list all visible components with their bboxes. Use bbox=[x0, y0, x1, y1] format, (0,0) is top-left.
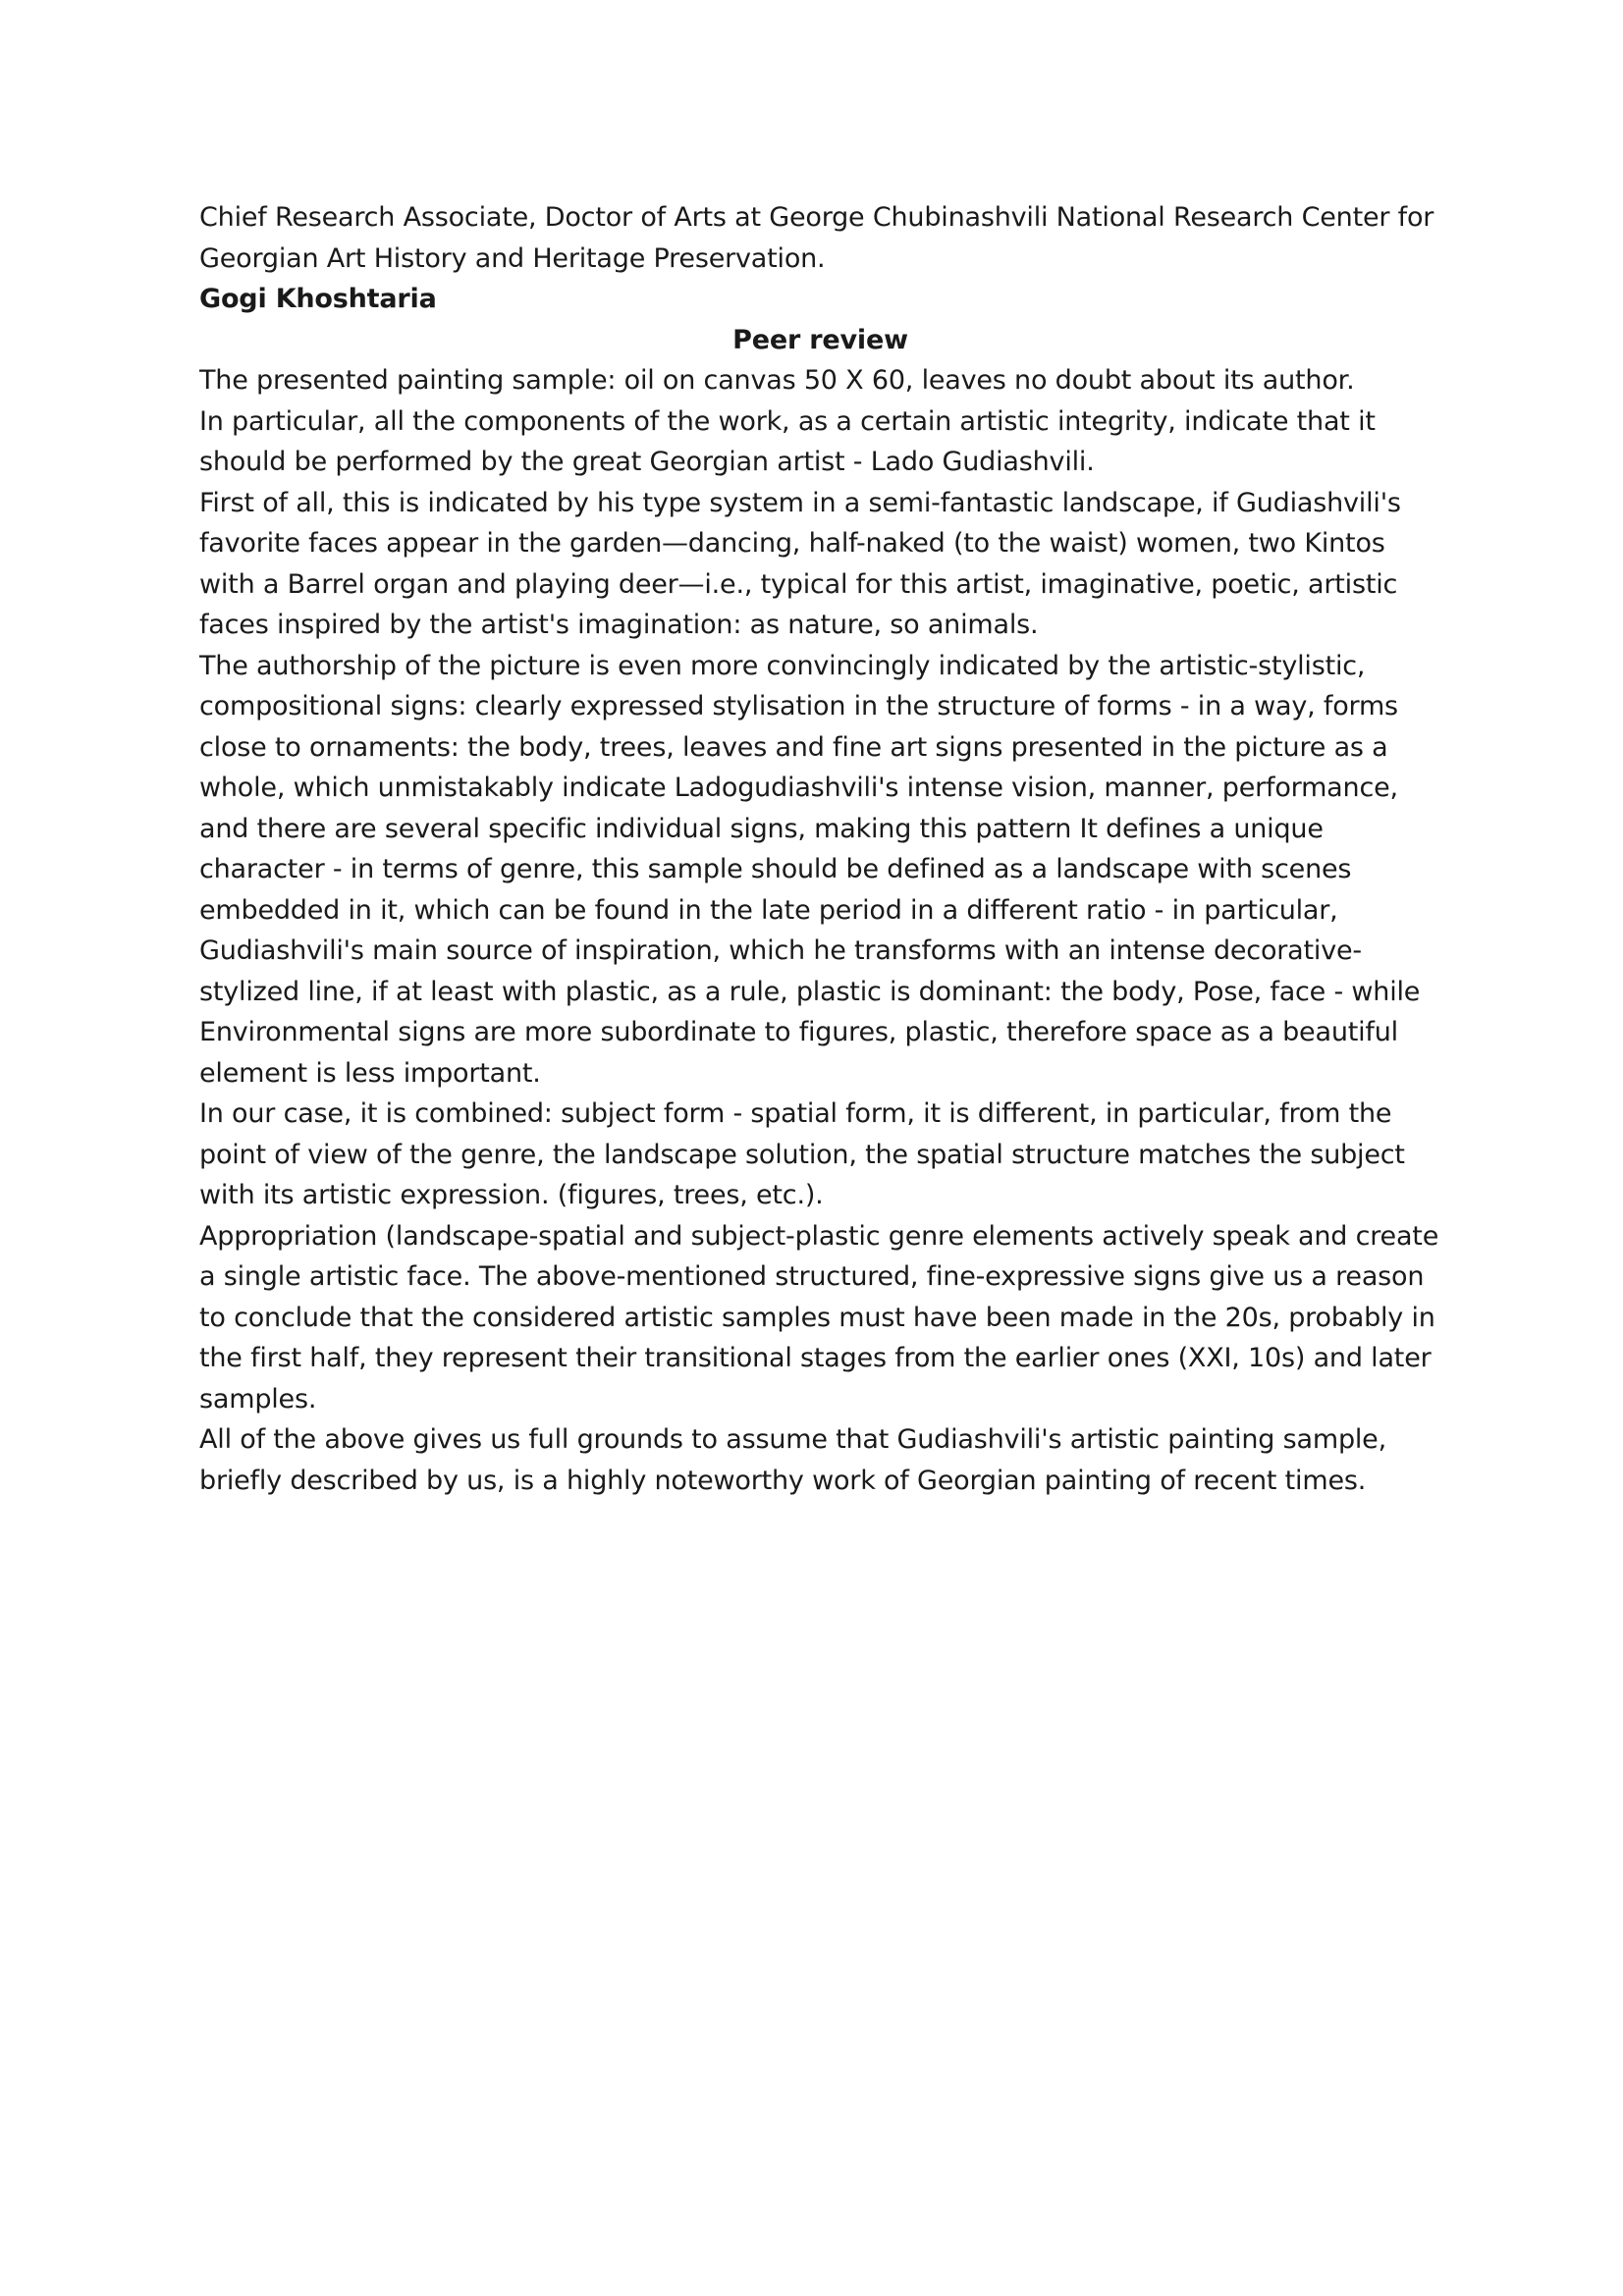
author-name: Gogi Khoshtaria bbox=[199, 284, 437, 314]
document-content bbox=[199, 197, 1441, 1501]
document-title: Peer review bbox=[732, 324, 908, 355]
body-paragraph: In particular, all the components of the work, as a certain artistic integrity, indicate that it should be performed by the great Georgian artist - Lado Gudiashvili. bbox=[199, 405, 1376, 477]
body-paragraph: In our case, it is combined: subject form - spatial form, it is different, in particular, from the point of view of the genre, the landscape solution, the spatial structure matches the subject with its artistic expression. (figures, trees, etc.). bbox=[199, 1098, 1405, 1210]
body-paragraph: First of all, this is indicated by his type system in a semi-fantastic landscape, if Gudiashvili's favorite faces appear in the garden—dancing, half-naked (to the waist) women, two Kintos with a Barrel organ and playing deer—i.e., typical for this artist, imaginative, poetic, artistic faces inspired by the artist's imagination: as nature, so animals. bbox=[199, 487, 1401, 640]
body-paragraph: The authorship of the picture is even more convincingly indicated by the artistic-stylistic, compositional signs: clearly expressed stylisation in the structure of forms - in a way, forms close to ornaments: the body, trees, leaves and fine art signs presented in the picture as a whole, which unmistakably indicate Ladogudiashvili's intense vision, manner, performance, and there are several specific individual signs, making this pattern It defines a unique character - in terms of genre, this sample should be defined as a landscape with scenes embedded in it, which can be found in the late period in a different ratio - in particular, Gudiashvili's main source of inspiration, which he transforms with an intense decorative-stylized line, if at least with plastic, as a rule, plastic is dominant: the body, Pose, face - while Environmental signs are more subordinate to figures, plastic, therefore space as a beautiful element is less important. bbox=[199, 650, 1421, 1089]
body-paragraph: The presented painting sample: oil on canvas 50 X 60, leaves no doubt about its author. bbox=[199, 365, 1355, 396]
body-paragraph: All of the above gives us full grounds to assume that Gudiashvili's artistic painting sample, briefly described by us, is a highly noteworthy work of Georgian painting of recent times. bbox=[199, 1424, 1386, 1496]
author-affiliation: Chief Research Associate, Doctor of Arts at George Chubinashvili National Research Center for Georgian Art History and Heritage Preservation. bbox=[199, 202, 1434, 274]
body-paragraph: Appropriation (landscape-spatial and subject-plastic genre elements actively speak and create a single artistic face. The above-mentioned structured, fine-expressive signs give us a reason to conclude that the considered artistic samples must have been made in the 20s, probably in the first half, they represent their transitional stages from the earlier ones (XXI, 10s) and later samples. bbox=[199, 1220, 1439, 1415]
